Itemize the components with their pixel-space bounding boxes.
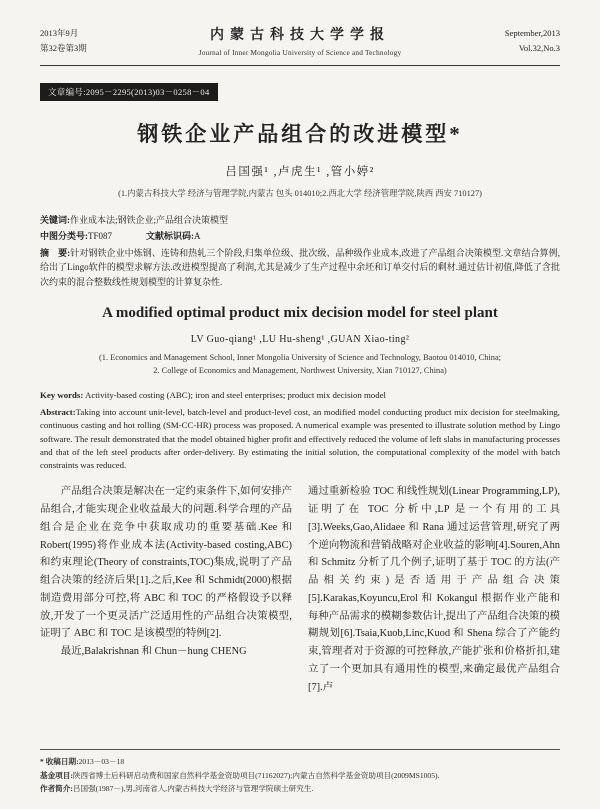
- body-paragraph: 通过重新检验 TOC 和线性规划(Linear Programming,LP),证明了在 TOC 分析中,LP 是一个有用的工具[3].Weeks,Gao,Alidaee 和 Rana 通过运营管理,研究了两个逆向物流和营销战略对企业收益的影响[4].Souren,Ahn 和 Schmitz 分析了几个例子,证明了基于 TOC 的方法(产品相关约束)是否适用于产品组合决策[5].Karakas,Koyuncu,Erol 和 Kokangul 根据作业产能和每种产品需求的模糊参数估计,提出了产品组合决策的模糊规划[6].Tsaia,Kuob,Linc,Kuod 和 Shena 综合了产能约束,管理者对于资源的可控释放,产能扩张和价格折扣,建立了一个更加具有通用性的模型,来确定最优产品组合[7].卢: [308, 486, 560, 693]
- doc-code-label: 文献标识码:: [146, 231, 195, 242]
- clc-label: 中图分类号:: [40, 231, 88, 242]
- keywords-value-en: Activity-based costing (ABC); iron and steel enterprises; product mix decision model: [84, 389, 386, 400]
- bio-label: 作者简介:: [40, 784, 73, 794]
- keywords-row-cn: [40, 213, 560, 227]
- affiliation-cn: (1.内蒙古科技大学 经济与管理学院,内蒙古 包头 014010;2.西北大学 经济管理学院,陕西 西安 710127): [118, 189, 482, 198]
- footnote-fund: [40, 769, 560, 783]
- abstract-text-cn: 针对钢铁企业中炼钢、连铸和热轧三个阶段,归集单位级、批次级、品种级作业成本,改进了产品组合决策模型.文章结合算例,给出了Lingo软件的模型求解方法.改进模型提高了利润,尤其是减少了生产过程中余坯和订单交付后的剩材.通过估计初值,降低了含批次约束的混合整数线性规划模型的计算复杂性.: [40, 247, 560, 287]
- clc-row: [40, 229, 560, 243]
- abstract-row-en: [40, 406, 560, 472]
- header-center: [150, 24, 450, 57]
- fund-label: 基金项目:: [40, 770, 73, 780]
- meta-block-en: [40, 389, 560, 472]
- volume-cn: 第32卷第3期: [40, 42, 87, 53]
- footnote-bio: [40, 782, 560, 796]
- body-column-right: [308, 483, 560, 697]
- abstract-label-cn: 摘 要:: [40, 247, 71, 258]
- keywords-row-en: [40, 389, 560, 402]
- fund-value: 陕西省博士后科研启动费和国家自然科学基金资助项目(71162027);内蒙古自然科学基金资助项目(2009MS1005).: [72, 770, 440, 780]
- abstract-label-en: Abstract:: [40, 407, 76, 418]
- affiliation-en-1: (1. Economics and Management School, Inner Mongolia University of Science and Technology, Baotou 014010, China;: [98, 352, 502, 362]
- body-columns: [40, 483, 560, 697]
- journal-title-en: Journal of Inner Mongolia University of Science and Technology: [198, 48, 402, 57]
- journal-header: [40, 24, 560, 57]
- doc-code-value: A: [194, 231, 201, 242]
- article-id-badge: 文章编号:2095－2295(2013)03－0258－04: [40, 83, 218, 101]
- keywords-label-en: Key words:: [40, 389, 84, 400]
- body-paragraph: 产品组合决策是解决在一定约束条件下,如何安排产品组合,才能实现企业收益最大的问题.科学合理的产品组合是企业在竞争中获取成功的重要基础.Kee 和 Robert(1995)将作业成本法(Activity-based costing,ABC)和约束理论(Theory of constraints,TOC)集成,说明了产品组合决策的经济后果[1].之后,Kee 和 Schmidt(2000)根据制造费用部分可控,将 ABC 和 TOC 的严格假设予以释放,开发了一个更灵活广泛适用性的产品组合决策模型,证明了 ABC 和 TOC 是该模型的特例[2].: [40, 486, 292, 640]
- header-right: [450, 26, 560, 55]
- received-label: * 收稿日期:: [40, 757, 79, 767]
- keywords-label-cn: 关键词:: [40, 215, 70, 225]
- header-left: [40, 26, 150, 55]
- footnotes: [40, 749, 560, 796]
- affiliation-en: [40, 351, 560, 377]
- authors-en: LV Guo-qiang¹ ,LU Hu-sheng¹ ,GUAN Xiao-ting²: [190, 333, 410, 345]
- bio-value: 吕国强(1987－),男,河南省人,内蒙古科技大学经济与管理学院硕士研究生.: [72, 784, 314, 794]
- header-rule: [40, 65, 560, 66]
- issue-date-cn: 2013年9月: [40, 28, 79, 39]
- abstract-row-cn: [40, 246, 560, 289]
- footnote-received: [40, 755, 560, 769]
- authors-cn: 吕国强¹ ,卢虎生¹ ,管小婷²: [225, 166, 375, 178]
- volume-en: Vol.32,No.3: [518, 42, 560, 53]
- meta-block-cn: [40, 213, 560, 289]
- affiliation-en-2: 2. College of Economics and Management, Northwest University, Xian 710127, China): [153, 365, 447, 375]
- body-column-left: [40, 483, 292, 697]
- article-title-en: A modified optimal product mix decision model for steel plant: [102, 304, 498, 321]
- received-value: 2013－03－18: [78, 757, 125, 767]
- body-paragraph: 最近,Balakrishnan 和 Chun－hung CHENG: [60, 646, 247, 658]
- issue-date-en: September,2013: [504, 28, 560, 39]
- abstract-text-en: Taking into account unit-level, batch-level and product-level cost, an modified model conducting product mix decision for steelmaking, continuous casting and hot rolling (SM-CC-HR) process was proposed. A numerical example was presented to illustrate solution method by Lingo software. The result demonstrated that the model obtained higher profit and effectively reduced the volume of left slabs in manufacturing processes and that of the left steel products after order-delivery. By estimating the initial solution, the computational complexity of the model with batch constraints was reduced.: [40, 407, 560, 470]
- clc-value: TF087: [88, 231, 113, 242]
- article-title-cn: 钢铁企业产品组合的改进模型*: [137, 122, 463, 146]
- keywords-value-cn: 作业成本法;钢铁企业;产品组合决策模型: [70, 215, 229, 225]
- journal-title-cn: 内蒙古科技大学学报: [210, 28, 390, 43]
